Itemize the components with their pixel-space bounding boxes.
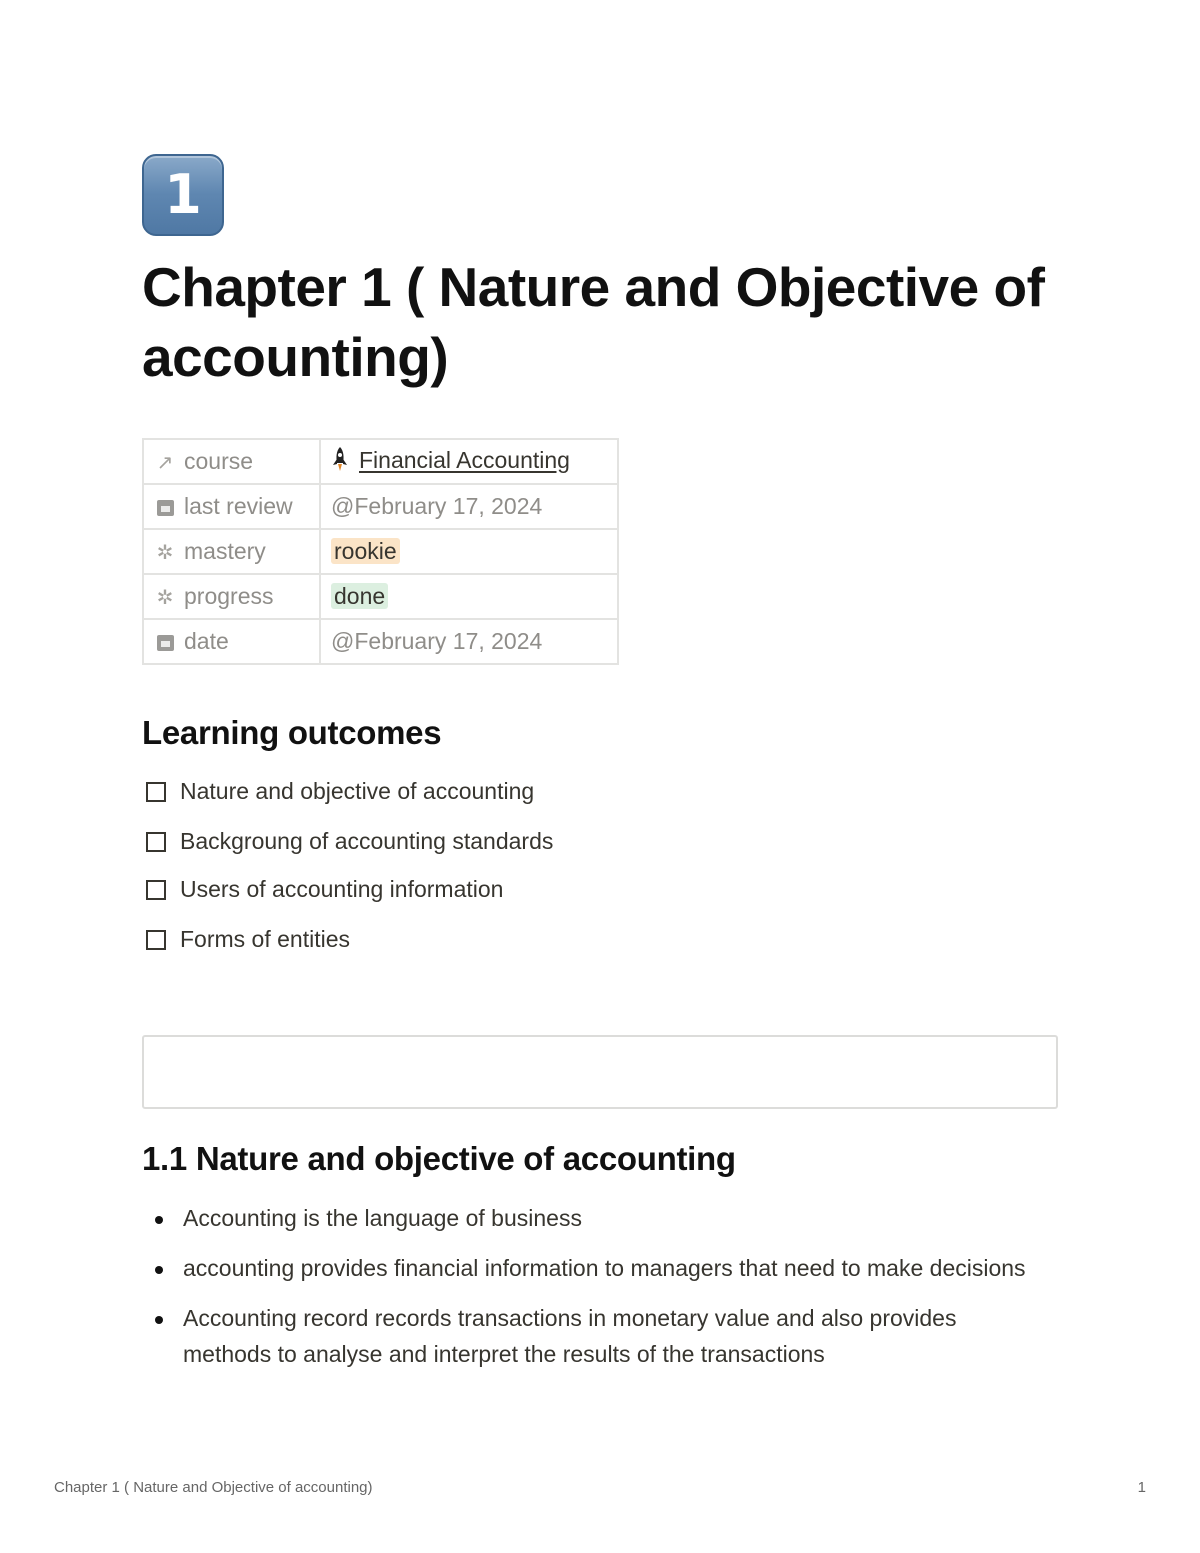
- todo-checkbox[interactable]: [146, 880, 166, 900]
- property-key-label: last review: [184, 493, 293, 519]
- section-heading-1-1: 1.1 Nature and objective of accounting: [142, 1140, 736, 1177]
- property-value-progress[interactable]: [320, 574, 618, 619]
- calendar-icon: [157, 635, 174, 651]
- todo-item: [146, 778, 534, 805]
- todo-item: [146, 926, 350, 953]
- property-key-label: course: [184, 447, 254, 474]
- todo-checkbox[interactable]: [146, 832, 166, 852]
- date-mention: @February 17, 2024: [331, 493, 543, 519]
- todo-item: [146, 828, 553, 855]
- property-value-date[interactable]: [320, 619, 618, 664]
- property-key-progress: [143, 574, 320, 619]
- footer-doc-title: Chapter 1 ( Nature and Objective of accounting): [54, 1479, 373, 1496]
- status-icon: ✲: [156, 542, 174, 565]
- property-row-progress: [143, 574, 618, 619]
- todo-label: Nature and objective of accounting: [180, 778, 535, 804]
- property-key-date: [143, 619, 320, 664]
- todo-checkbox[interactable]: [146, 930, 166, 950]
- property-row-last-review: [143, 484, 618, 529]
- property-key-course: [143, 439, 320, 484]
- properties-table: [142, 438, 619, 665]
- property-key-label: date: [184, 628, 229, 654]
- empty-embed-block[interactable]: [142, 1035, 1058, 1109]
- property-key-label: mastery: [184, 537, 266, 564]
- property-row-mastery: [143, 529, 618, 574]
- property-value-course[interactable]: [320, 439, 618, 484]
- list-item: Accounting is the language of business: [142, 1200, 1042, 1236]
- property-key-label: progress: [184, 582, 274, 609]
- page-icon-glyph: 1: [164, 163, 202, 226]
- learning-outcomes-heading: Learning outcomes: [142, 714, 442, 751]
- todo-label: Backgroung of accounting standards: [180, 828, 554, 854]
- rocket-icon: [331, 446, 359, 478]
- property-key-last-review: [143, 484, 320, 529]
- footer-page-number: 1: [1137, 1479, 1146, 1496]
- date-mention: @February 17, 2024: [331, 628, 543, 654]
- property-value-last-review[interactable]: [320, 484, 618, 529]
- list-item: accounting provides financial information to managers that need to make decisions: [142, 1250, 1042, 1286]
- property-row-date: [143, 619, 618, 664]
- page-icon-keycap-one: [142, 154, 224, 236]
- todo-checkbox[interactable]: [146, 782, 166, 802]
- todo-item: [146, 876, 503, 903]
- todo-label: Forms of entities: [180, 926, 350, 952]
- list-item: Accounting record records transactions in monetary value and also provides methods to analyse and interpret the results of the transactions: [142, 1300, 1042, 1372]
- property-key-mastery: [143, 529, 320, 574]
- arrow-up-right-icon: ↗: [156, 452, 174, 475]
- course-link[interactable]: Financial Accounting: [359, 446, 570, 473]
- property-row-course: [143, 439, 618, 484]
- status-tag: rookie: [331, 538, 400, 564]
- property-value-mastery[interactable]: [320, 529, 618, 574]
- status-icon: ✲: [156, 587, 174, 610]
- status-tag: done: [331, 583, 388, 609]
- calendar-icon: [157, 500, 174, 516]
- bullet-list: [142, 1200, 1042, 1386]
- todo-label: Users of accounting information: [180, 876, 504, 902]
- page-title: Chapter 1 ( Nature and Objective of accounting): [142, 256, 1045, 388]
